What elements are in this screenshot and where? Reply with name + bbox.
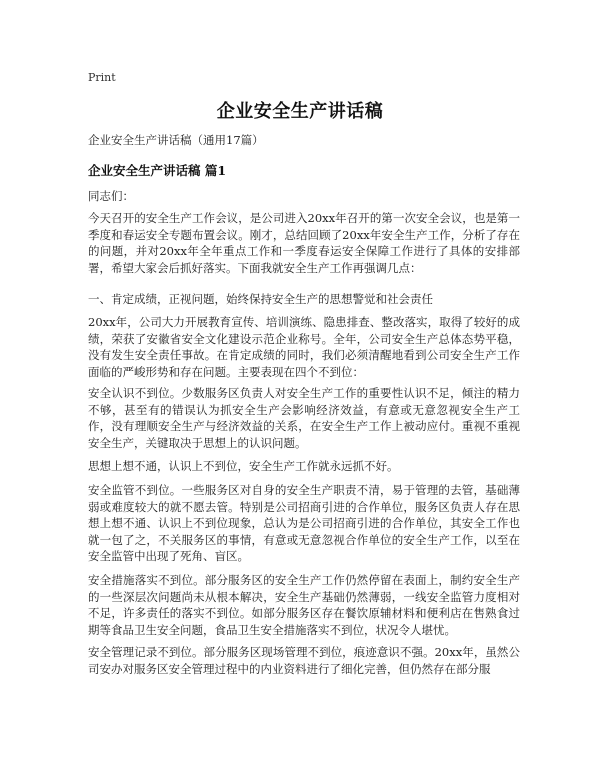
section-heading: 企业安全生产讲话稿 篇1 bbox=[88, 163, 227, 178]
paragraph-measures: 安全措施落实不到位。部分服务区的安全生产工作仍然停留在表面上，制约安全生产的一些深层次问题尚未从根本解决，安全生产基础仍然薄弱，一线安全监管力度相对不足，许多责任的落实不到位。如部分服务区存在餐饮原辅材料和便利店在售熟食过期等食品卫生安全问题，食品卫生安全措施落实不到位，状况令人堪忧。 bbox=[88, 573, 520, 637]
paragraph-intro: 今天召开的安全生产工作会议，是公司进入20xx年召开的第一次安全会议，也是第一季度和春运安全专题布置会议。刚才，总结回顾了20xx年安全生产工作，分析了存在的问题，并对20xx年全年重点工作和一季度春运安全保障工作进行了具体的安排部署，希望大家会后抓好落实。下面我就安全生产工作再强调几点： bbox=[88, 211, 520, 275]
paragraph-supervision: 安全监管不到位。一些服务区对自身的安全生产职责不清，易于管理的去管，基础薄弱或难度较大的就不愿去管。特别是公司招商引进的合作单位，服务区负责人存在思想上想不通、认识上不到位现象，总认为是公司招商引进的合作单位，其安全工作也就一包了之，不关服务区的事情，有意或无意忽视合作单位的安全生产工作，以至在安全监管中出现了死角、盲区。 bbox=[88, 483, 520, 563]
paragraph-thinking: 思想上想不通，认识上不到位，安全生产工作就永远抓不好。 bbox=[88, 459, 399, 473]
paragraph-records: 安全管理记录不到位。部分服务区现场管理不到位，痕迹意识不强。20xx年，虽然公司安办对服务区安全管理过程中的内业资料进行了细化完善，但仍然存在部分服 bbox=[88, 645, 520, 676]
document-title: 企业安全生产讲话稿 bbox=[216, 101, 384, 122]
paragraph-achievements: 20xx年，公司大力开展教育宣传、培训演练、隐患排查、整改落实，取得了较好的成绩，荣获了安徽省安全文化建设示范企业称号。全年，公司安全生产总体态势平稳，没有发生安全责任事故。在肯定成绩的同时，我们必须清醒地看到公司安全生产工作面临的严峻形势和存在问题。主要表现在四个不到位： bbox=[88, 315, 520, 379]
paragraph-point-one-heading: 一、肯定成绩，正视问题，始终保持安全生产的思想警觉和社会责任 bbox=[88, 292, 433, 306]
paragraph-awareness: 安全认识不到位。少数服务区负责人对安全生产工作的重要性认识不足，倾注的精力不够，甚至有的错误认为抓安全生产会影响经济效益，有意或无意忽视安全生产工作，没有理顺安全生产与经济效益的关系，在安全生产工作上被动应付。重视不重视安全生产，关键取决于思想上的认识问题。 bbox=[88, 386, 520, 450]
paragraph-greeting: 同志们： bbox=[88, 189, 134, 203]
document-subtitle: 企业安全生产讲话稿（通用17篇） bbox=[88, 133, 264, 147]
print-label: Print bbox=[88, 71, 116, 84]
